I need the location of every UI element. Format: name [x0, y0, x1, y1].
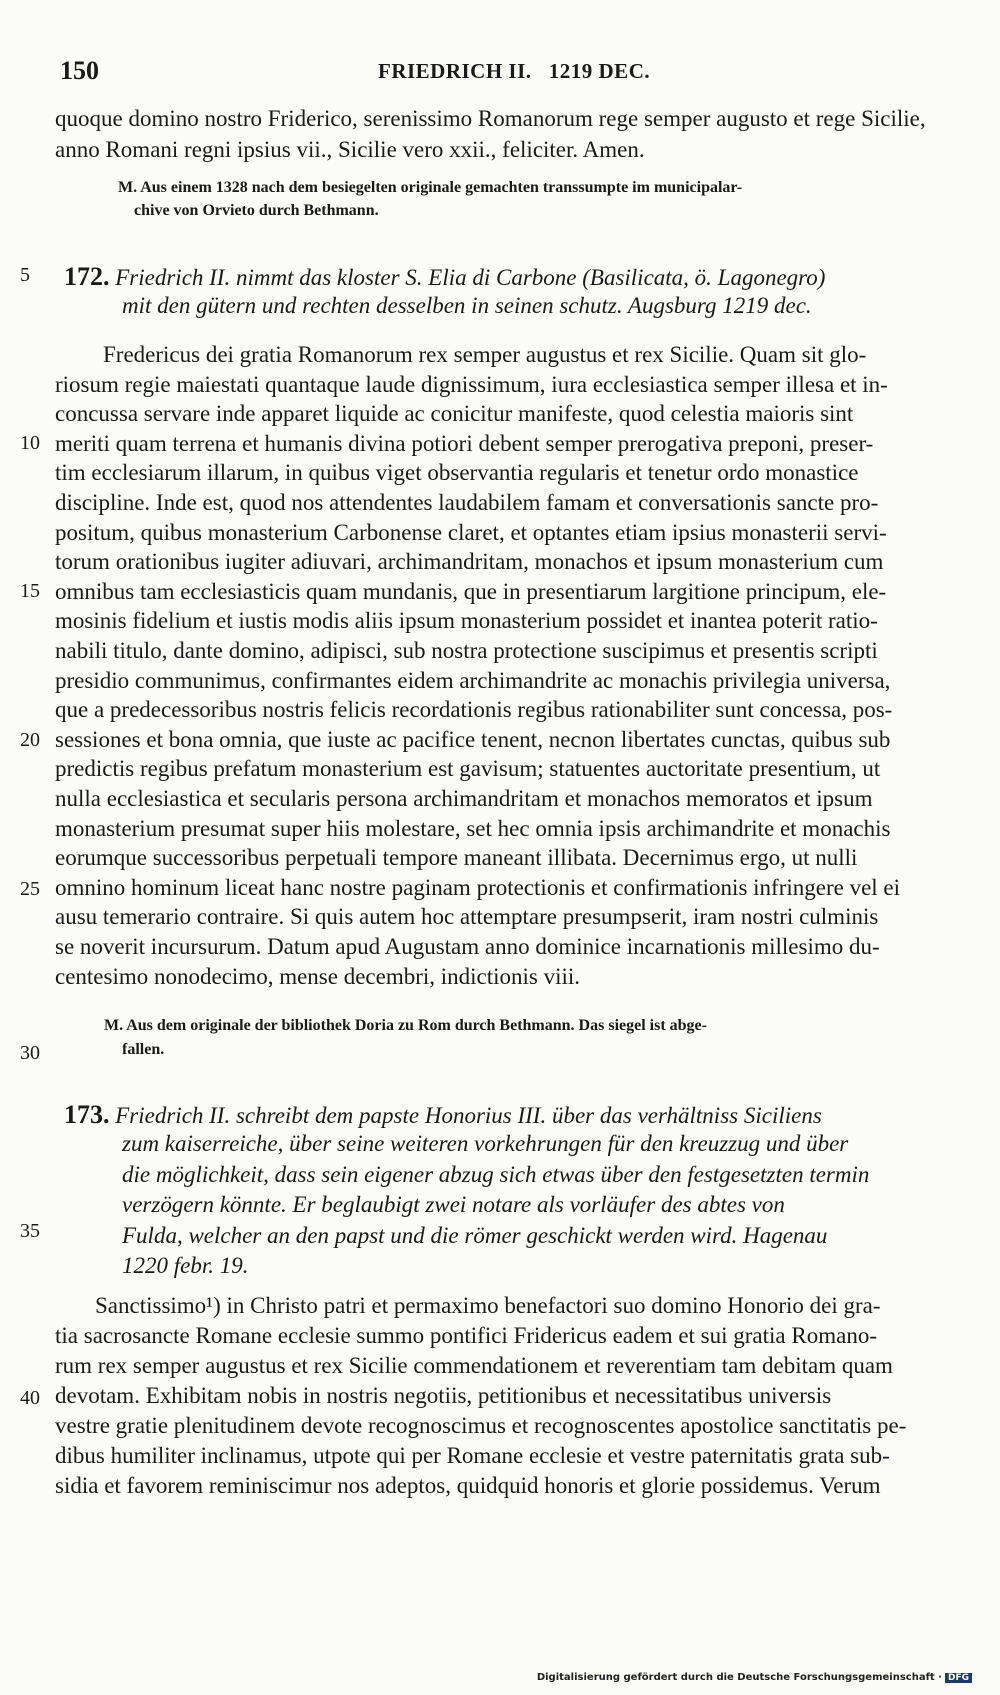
regest-line: Fulda, welcher an den papst und die römer geschickt werden wird. Hagenau — [122, 1222, 828, 1248]
regest-heading-172 — [64, 262, 825, 292]
text-line: positum, quibus monasterium Carbonense claret, et optantes etiam ipsius monasterii servi- — [55, 519, 887, 545]
line-number: 15 — [20, 580, 40, 602]
regest-line: Friedrich II. schreibt dem papste Honorius III. über das verhältniss Siciliens — [115, 1103, 822, 1128]
text-line: Fredericus dei gratia Romanorum rex semper augustus et rex Sicilie. Quam sit glo- — [103, 342, 867, 367]
line-number: 10 — [20, 432, 40, 454]
line-number: 5 — [20, 264, 30, 286]
text-line: mosinis fidelium et iustis modis aliis ipsum monasterium possidet et inantea poterit ratio- — [55, 608, 878, 634]
text-line: ausu temerario contraire. Si quis autem hoc attemptare presumpserit, iram nostri culminis — [55, 904, 879, 930]
dfg-logo: DFG — [945, 1673, 972, 1683]
text-line: tia sacrosancte Romane ecclesie summo pontifici Fridericus eadem et sui gratia Romano- — [55, 1323, 877, 1348]
text-line: discipline. Inde est, quod nos attendentes laudabilem famam et conversationis sancte pro- — [55, 490, 879, 515]
line-number: 20 — [20, 729, 40, 751]
regest-line: verzögern könnte. Er beglaubigt zwei notare als vorläufer des abtes von — [122, 1192, 785, 1218]
regest-number: 172. — [64, 262, 110, 291]
text-line: centesimo nonodecimo, mense decembri, indictionis viii. — [55, 963, 581, 989]
regest-number: 173. — [64, 1100, 110, 1129]
text-line: tim ecclesiarum illarum, in quibus viget observantia regularis et tenetur ordo monastice — [55, 460, 859, 486]
regest-line: die möglichkeit, dass sein eigener abzug sich etwas über den festgesetzten termin — [122, 1161, 870, 1187]
text-line: nulla ecclesiastica et secularis persona archimandritam et monachos memoratos et ipsum — [55, 786, 873, 811]
text-line: sessiones et bona omnia, que iuste ac pacifice tenent, necnon libertates cunctas, quibus sub — [55, 726, 891, 752]
line-number: 40 — [20, 1387, 40, 1409]
line-number: 25 — [20, 878, 40, 900]
regest-line: zum kaiserreiche, über seine weiteren vorkehrungen für den kreuzzug und über — [122, 1131, 849, 1156]
source-note: fallen. — [122, 1041, 165, 1058]
source-note: M. Aus dem originale der bibliothek Doria zu Rom durch Bethmann. Das siegel ist abge- — [104, 1017, 707, 1034]
text-line: torum orationibus iugiter adiuvari, archimandritam, monachos et ipsum monasterium cum — [55, 549, 884, 575]
text-line: predictis regibus prefatum monasterium est gavisum; statuentes auctoritate presentium, ut — [55, 756, 881, 782]
text-line: eorumque successoribus perpetuali tempore maneant illibata. Decernimus ergo, ut nulli — [55, 845, 858, 871]
text-line: concussa servare inde apparet liquide ac conicitur manifeste, quod celestia maioris sint — [55, 401, 854, 427]
text-line: omnibus tam ecclesiasticis quam mundanis, que in presentiarum largitione principum, ele- — [55, 578, 887, 604]
line-number: 35 — [20, 1220, 40, 1242]
source-note: chive von Orvieto durch Bethmann. — [134, 202, 379, 219]
text-line: que a predecessoribus nostris felicis recordationis regibus rationabiliter sunt concessa, pos- — [55, 697, 893, 723]
text-line: sidia et favorem reminiscimur nos adeptos, quidquid honoris et glorie possidemus. Verum — [55, 1473, 881, 1498]
regest-line: 1220 febr. 19. — [122, 1253, 249, 1279]
regest-line: Friedrich II. nimmt das kloster S. Elia di Carbone (Basilicata, ö. Lagonegro) — [115, 265, 826, 290]
text-line: Sanctissimo¹) in Christo patri et permaximo benefactori suo domino Honorio dei gra- — [95, 1293, 881, 1318]
text-line: meriti quam terrena et humanis divina potiori debent semper prerogativa preponi, preser- — [55, 430, 874, 456]
text-line: quoque domino nostro Friderico, serenissimo Romanorum rege semper augusto et rege Sicilie, — [55, 106, 926, 131]
text-line: anno Romani regni ipsius vii., Sicilie vero xxii., feliciter. Amen. — [55, 137, 645, 162]
page-header — [60, 56, 930, 90]
text-line: nabili titulo, dante domino, adipisci, sub nostra protectione suscipimus et presentis scripti — [55, 638, 878, 663]
running-title: FRIEDRICH II. 1219 DEC. — [378, 59, 651, 83]
source-note: M. Aus einem 1328 nach dem besiegelten originale gemachten transsumpte im municipalar- — [118, 179, 743, 196]
dfg-footer — [537, 1672, 972, 1683]
page-number: 150 — [60, 56, 99, 85]
text-line: dibus humiliter inclinamus, utpote qui per Romane ecclesie et vestre paternitatis grata sub- — [55, 1443, 890, 1468]
text-line: riosum regie maiestati quantaque laude dignissimum, iura ecclesiastica semper illesa et in- — [55, 371, 888, 397]
text-line: monasterium presumat super hiis molestare, set hec omnia ipsis archimandrite et monachis — [55, 815, 891, 841]
text-line: rum rex semper augustus et rex Sicilie commendationem et reverentiam tam debitam quam — [55, 1353, 893, 1378]
text-line: presidio communimus, confirmantes eidem archimandrite ac monachis privilegia universa, — [55, 667, 891, 693]
text-line: devotam. Exhibitam nobis in nostris negotiis, petitionibus et necessitatibus universis — [55, 1383, 832, 1408]
line-number: 30 — [20, 1042, 40, 1064]
text-line: vestre gratie plenitudinem devote recognoscimus et recognoscentes apostolice sanctitatis pe- — [55, 1413, 907, 1438]
text-line: se noverit incursurum. Datum apud Augustam anno dominice incarnationis millesimo du- — [55, 934, 880, 959]
footer-text: Digitalisierung gefördert durch die Deutsche Forschungsgemeinschaft · — [536, 1672, 942, 1683]
text-line: omnino hominum liceat hanc nostre paginam protectionis et confirmationis infringere vel ei — [55, 874, 901, 900]
regest-line: mit den gütern und rechten desselben in seinen schutz. Augsburg 1219 dec. — [122, 293, 812, 318]
regest-heading-173 — [64, 1100, 822, 1130]
